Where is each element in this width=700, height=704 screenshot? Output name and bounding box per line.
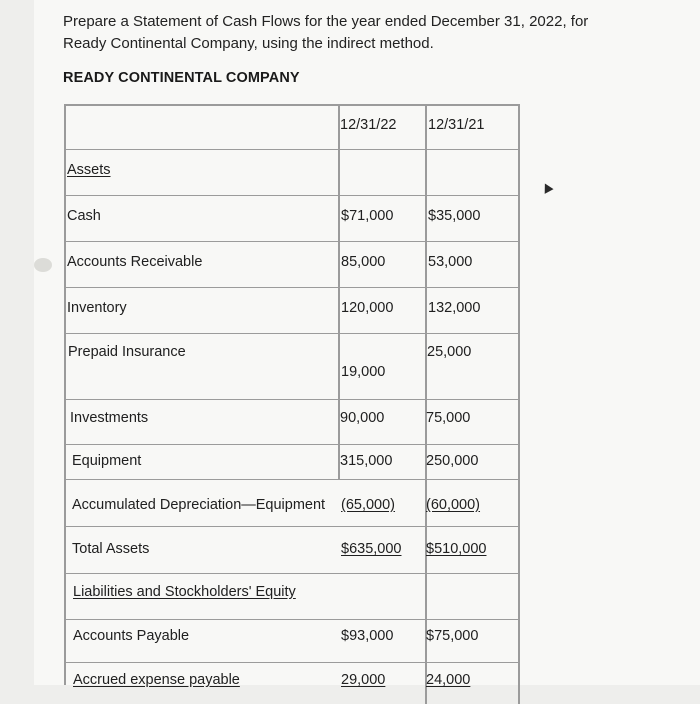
value-2021: 53,000	[428, 254, 473, 270]
table-row	[64, 400, 520, 445]
value-2022: 90,000	[340, 410, 385, 426]
table-row	[64, 620, 520, 663]
value-2022: 85,000	[341, 254, 386, 270]
instructions	[63, 11, 623, 55]
row-label: Equipment	[72, 453, 142, 469]
value-2021: 75,000	[426, 410, 471, 426]
value-2021: $510,000	[426, 541, 487, 557]
value-2021: $75,000	[426, 628, 479, 644]
row-label: Prepaid Insurance	[68, 344, 186, 360]
table-row	[64, 334, 520, 400]
row-label: Total Assets	[72, 541, 150, 557]
instructions-line-2: Ready Continental Company, using the indirect method.	[63, 35, 434, 52]
row-label: Accrued expense payable	[73, 672, 240, 688]
section-heading-assets: Assets	[67, 162, 111, 178]
header-2022: 12/31/22	[340, 117, 397, 133]
row-label: Cash	[67, 208, 101, 224]
value-2021: $35,000	[428, 208, 481, 224]
table-row	[64, 242, 520, 288]
row-label: Investments	[70, 410, 149, 426]
value-2022: (65,000)	[341, 497, 396, 513]
section-heading-liabilities: Liabilities and Stockholders' Equity	[73, 584, 296, 600]
value-2022: $71,000	[341, 208, 394, 224]
value-2021: 25,000	[427, 344, 472, 360]
table-row	[64, 574, 520, 620]
header-2021: 12/31/21	[428, 117, 485, 133]
row-label: Accounts Receivable	[67, 254, 203, 270]
instructions-line-1: Prepare a Statement of Cash Flows for the year ended December 31, 2022, for	[63, 13, 589, 30]
value-2022: 19,000	[341, 364, 386, 380]
company-name: READY CONTINENTAL COMPANY	[63, 70, 300, 86]
background-smudge	[34, 258, 52, 272]
header-row	[64, 104, 520, 150]
table-row	[64, 288, 520, 334]
row-label: Inventory	[67, 300, 127, 316]
value-2022: $635,000	[341, 541, 402, 557]
value-2022: 29,000	[341, 672, 386, 688]
row-label: Accumulated Depreciation—Equipment	[72, 497, 326, 513]
table-row	[64, 527, 520, 574]
value-2021: 250,000	[426, 453, 479, 469]
table-row	[64, 480, 520, 527]
value-2021: (60,000)	[426, 497, 481, 513]
table-row	[64, 445, 520, 480]
value-2021: 24,000	[426, 672, 471, 688]
value-2022: $93,000	[341, 628, 394, 644]
row-label: Accounts Payable	[73, 628, 190, 644]
table-row	[64, 196, 520, 242]
balance-sheet-table	[64, 104, 520, 704]
value-2022: 315,000	[340, 453, 393, 469]
value-2021: 132,000	[428, 300, 481, 316]
table-row	[64, 150, 520, 196]
value-2022: 120,000	[341, 300, 394, 316]
table-row	[64, 663, 520, 703]
